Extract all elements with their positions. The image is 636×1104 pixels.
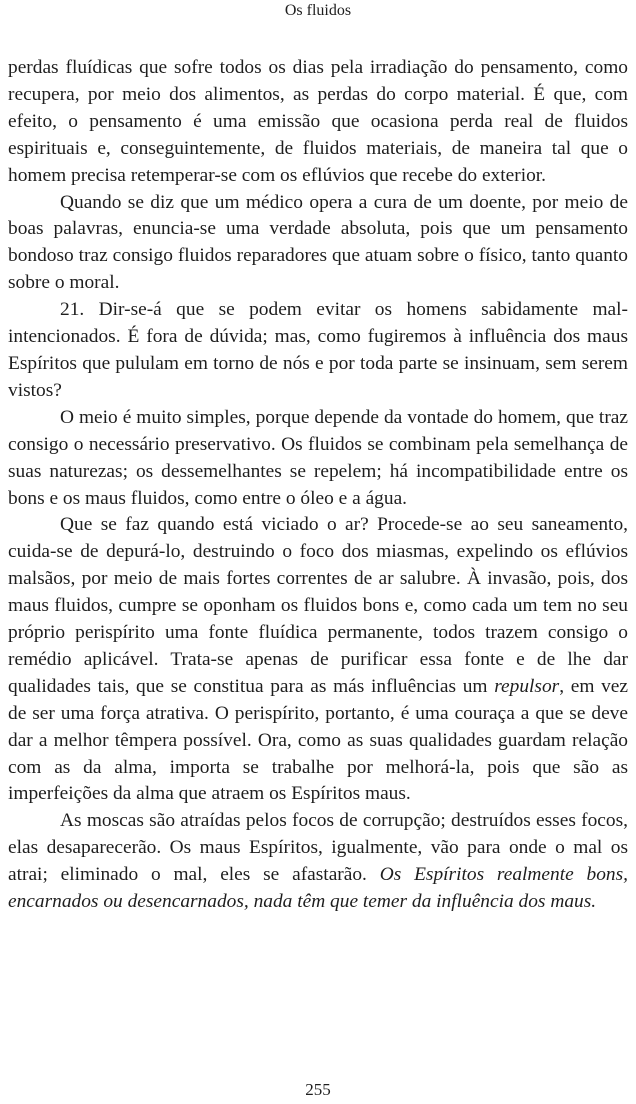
paragraph-5 [8,512,628,808]
section-number: 21. [60,299,85,321]
paragraph-4: O meio é muito simples, porque depende da vontade do homem, que traz consigo o necessário preservativo. Os fluidos se combinam pela semelhança de suas naturezas; os dessemelhantes se repelem; há incompatibilidade entre os bons e os maus fluidos, como entre o óleo e a água. [8,406,628,509]
paragraph-5-text-end: , em vez de ser uma força atrativa. O perispírito, portanto, é uma couraça a que se deve dar a melhor têmpera possível. Ora, como as suas qualidades guardam relação com as da alma, importa se trabalhe por melhorá-la, pois que são as imperfeições da alma que atraem os Espíritos maus. [8,675,628,805]
paragraph-3-text: Dir-se-á que se podem evitar os homens sabidamente mal-intencionados. É fora de dúvida; mas, como fugiremos à influência dos maus Espíritos que pululam em torno de nós e por toda parte se insinuam, sem serem vistos? [8,299,628,401]
paragraph-6 [8,808,628,916]
paragraph-1: perdas fluídicas que sofre todos os dias pela irradiação do pensamento, como recupera, por meio dos alimentos, as perdas do corpo material. É que, com efeito, o pensamento é uma emissão que ocasiona perda real de fluidos espirituais e, conseguintemente, de fluidos materiais, de maneira tal que o homem precisa retemperar-se com os eflúvios que recebe do exterior. [8,57,628,186]
paragraph-2: Quando se diz que um médico opera a cura de um doente, por meio de boas palavras, enuncia-se uma verdade absoluta, pois que um pensamento bondoso traz consigo fluidos reparadores que atuam sobre o físico, tanto quanto sobre o moral. [8,191,628,294]
page-body [8,55,628,916]
page-number: 255 [305,1080,331,1099]
paragraph-3 [8,297,628,405]
italic-term-repulsor: repulsor [494,675,560,697]
paragraph-6-text: As moscas são atraídas pelos focos de corrupção; destruídos esses focos, elas desaparecerão. Os maus Espíritos, igualmente, vão para onde o mal os atrai; eliminado o mal, eles se afastarão. [8,810,628,886]
paragraph-6-italic-conclusion: Os Espíritos realmente bons, encarnados ou desencarnados, nada têm que temer da influência dos maus. [8,864,629,913]
paragraph-5-text-start: Que se faz quando está viciado o ar? Procede-se ao seu saneamento, cuida-se de depurá-lo, destruindo o foco dos miasmas, expelindo os eflúvios malsãos, por meio de mais fortes correntes de ar salubre. À invasão, pois, dos maus fluidos, cumpre se oponham os fluidos bons e, como cada um tem no seu próprio perispírito uma fonte fluídica permanente, todos trazem consigo o remédio aplicável. Trata-se apenas de purificar essa fonte e de lhe dar qualidades tais, que se constitua para as más influências um [8,514,628,697]
running-header: Os fluidos [284,2,352,19]
